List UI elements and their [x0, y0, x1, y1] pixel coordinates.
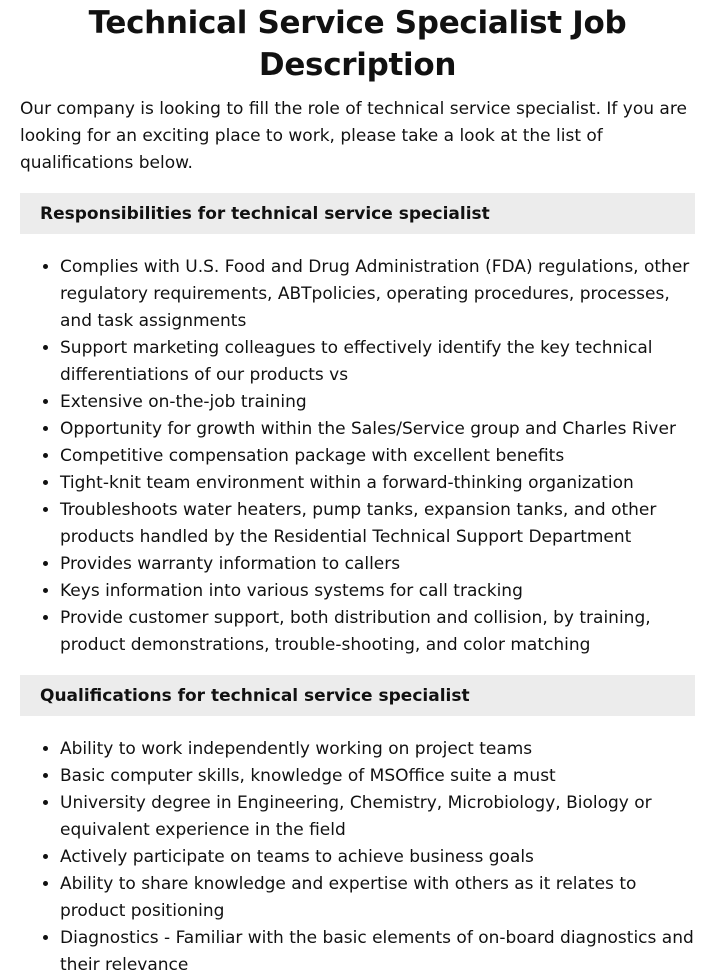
qualifications-heading: Qualifications for technical service specialist: [20, 675, 695, 716]
list-item: • Keys information into various systems for call tracking: [60, 578, 695, 605]
list-item: • Troubleshoots water heaters, pump tanks, expansion tanks, and other products handled by the Residential Technical Support Department: [60, 497, 695, 551]
list-item: • Provides warranty information to callers: [60, 551, 695, 578]
list-item: • Ability to share knowledge and expertise with others as it relates to product positioning: [60, 871, 695, 925]
list-item: • Complies with U.S. Food and Drug Administration (FDA) regulations, other regulatory requirements, ABTpolicies, operating procedures, processes, and task assignments: [60, 254, 695, 335]
list-item: • Competitive compensation package with excellent benefits: [60, 443, 695, 470]
qualifications-list: [20, 736, 695, 979]
list-item: • Diagnostics - Familiar with the basic elements of on-board diagnostics and their relevance: [60, 925, 695, 979]
list-item: • Basic computer skills, knowledge of MSOffice suite a must: [60, 763, 695, 790]
responsibilities-heading: Responsibilities for technical service specialist: [20, 193, 695, 234]
list-item: • Opportunity for growth within the Sales/Service group and Charles River: [60, 416, 695, 443]
list-item: • Tight-knit team environment within a forward-thinking organization: [60, 470, 695, 497]
list-item: • University degree in Engineering, Chemistry, Microbiology, Biology or equivalent experience in the field: [60, 790, 695, 844]
page-title: Technical Service Specialist Job Description: [88, 5, 627, 83]
list-item: • Actively participate on teams to achieve business goals: [60, 844, 695, 871]
list-item: • Ability to work independently working on project teams: [60, 736, 695, 763]
list-item: • Extensive on-the-job training: [60, 389, 695, 416]
intro-paragraph: Our company is looking to fill the role of technical service specialist. If you are looking for an exciting place to work, please take a look at the list of qualifications below.: [20, 99, 687, 173]
list-item: • Support marketing colleagues to effectively identify the key technical differentiations of our products vs: [60, 335, 695, 389]
list-item: • Provide customer support, both distribution and collision, by training, product demonstrations, trouble-shooting, and color matching: [60, 605, 695, 659]
responsibilities-list: [20, 254, 695, 659]
